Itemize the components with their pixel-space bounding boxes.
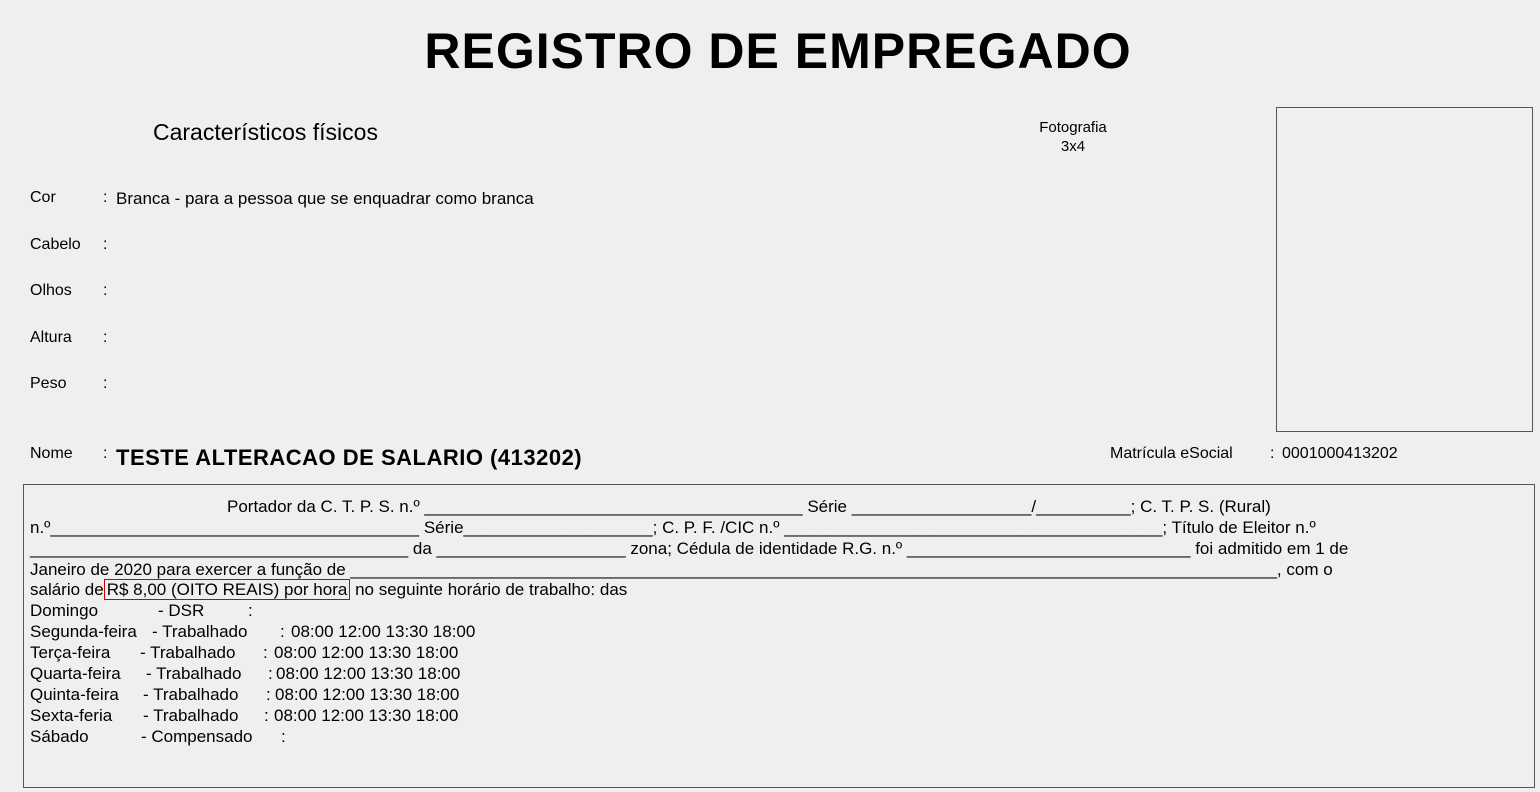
schedule-status: - Trabalhado — [143, 685, 239, 704]
schedule-day: Quarta-feira — [30, 664, 121, 683]
field-value-cor: Branca - para a pessoa que se enquadrar como branca — [116, 189, 534, 208]
salary-prefix: salário de — [30, 580, 104, 599]
salary-line — [30, 580, 627, 600]
salary-value: R$ 8,00 (OITO REAIS) por hora — [104, 579, 351, 600]
employee-name: TESTE ALTERACAO DE SALARIO (413202) — [116, 445, 583, 470]
field-label-peso: Peso — [30, 375, 67, 392]
schedule-day: Sábado — [30, 727, 89, 746]
schedule-day: Quinta-feira — [30, 685, 119, 704]
field-colon: : — [103, 236, 108, 253]
statement-line: Portador da C. T. P. S. n.º ________________________________________ Série ___________________/__________; C. T. P. S. (Rural) — [227, 497, 1271, 516]
schedule-row — [30, 664, 461, 684]
schedule-status: - Trabalhado — [140, 643, 236, 662]
schedule-row — [30, 622, 476, 642]
schedule-status: - Compensado — [141, 727, 253, 746]
schedule-day: Terça-feira — [30, 643, 111, 662]
photo-label: Fotografia — [1039, 119, 1107, 136]
schedule-row — [30, 685, 460, 705]
statement-line: Janeiro de 2020 para exercer a função de __________________________________________________________________________________________________, com o — [30, 560, 1333, 579]
schedule-colon: : — [280, 622, 285, 641]
schedule-status: - Trabalhado — [146, 664, 242, 683]
photo-placeholder — [1276, 107, 1533, 432]
schedule-colon: : — [268, 664, 273, 683]
field-colon: : — [103, 282, 108, 299]
statement-line: n.º_______________________________________ Série____________________; C. P. F. /CIC n.º ________________________________________; Título de Eleitor n.º — [30, 518, 1316, 537]
field-colon: : — [1270, 445, 1275, 462]
schedule-hours: 08:00 12:00 13:30 18:00 — [275, 685, 460, 704]
schedule-status: - DSR — [158, 601, 205, 620]
schedule-hours: 08:00 12:00 13:30 18:00 — [291, 622, 476, 641]
photo-size-label: 3x4 — [1060, 138, 1086, 155]
name-label: Nome — [30, 445, 73, 462]
matricula-value: 0001000413202 — [1282, 445, 1398, 462]
schedule-hours: 08:00 12:00 13:30 18:00 — [276, 664, 461, 683]
statement-line: ________________________________________ da ____________________ zona; Cédula de identidade R.G. n.º ______________________________ foi admitido em 1 de — [30, 539, 1349, 558]
field-label-olhos: Olhos — [30, 282, 72, 299]
field-colon: : — [103, 375, 108, 392]
schedule-status: - Trabalhado — [152, 622, 248, 641]
salary-suffix: no seguinte horário de trabalho: das — [355, 580, 628, 599]
field-label-cor: Cor — [30, 189, 56, 206]
schedule-row — [30, 706, 459, 726]
section-title: Característicos físicos — [153, 119, 378, 145]
admission-statement — [23, 484, 1535, 788]
matricula-label: Matrícula eSocial — [1110, 445, 1233, 462]
field-label-cabelo: Cabelo — [30, 236, 81, 253]
schedule-row — [30, 643, 459, 663]
schedule-colon: : — [248, 601, 253, 620]
field-colon: : — [103, 445, 108, 462]
document-title: REGISTRO DE EMPREGADO — [424, 23, 1132, 79]
schedule-colon: : — [281, 727, 286, 746]
schedule-day: Domingo — [30, 601, 99, 620]
field-colon: : — [103, 329, 108, 346]
schedule-day: Sexta-feria — [30, 706, 113, 725]
schedule-row — [30, 727, 286, 747]
schedule-status: - Trabalhado — [143, 706, 239, 725]
schedule-colon: : — [266, 685, 271, 704]
schedule-row — [30, 601, 253, 621]
schedule-hours: 08:00 12:00 13:30 18:00 — [274, 643, 459, 662]
schedule-hours: 08:00 12:00 13:30 18:00 — [274, 706, 459, 725]
schedule-colon: : — [263, 643, 268, 662]
field-label-altura: Altura — [30, 329, 72, 346]
schedule-colon: : — [264, 706, 269, 725]
schedule-day: Segunda-feira — [30, 622, 137, 641]
field-colon: : — [103, 189, 108, 206]
